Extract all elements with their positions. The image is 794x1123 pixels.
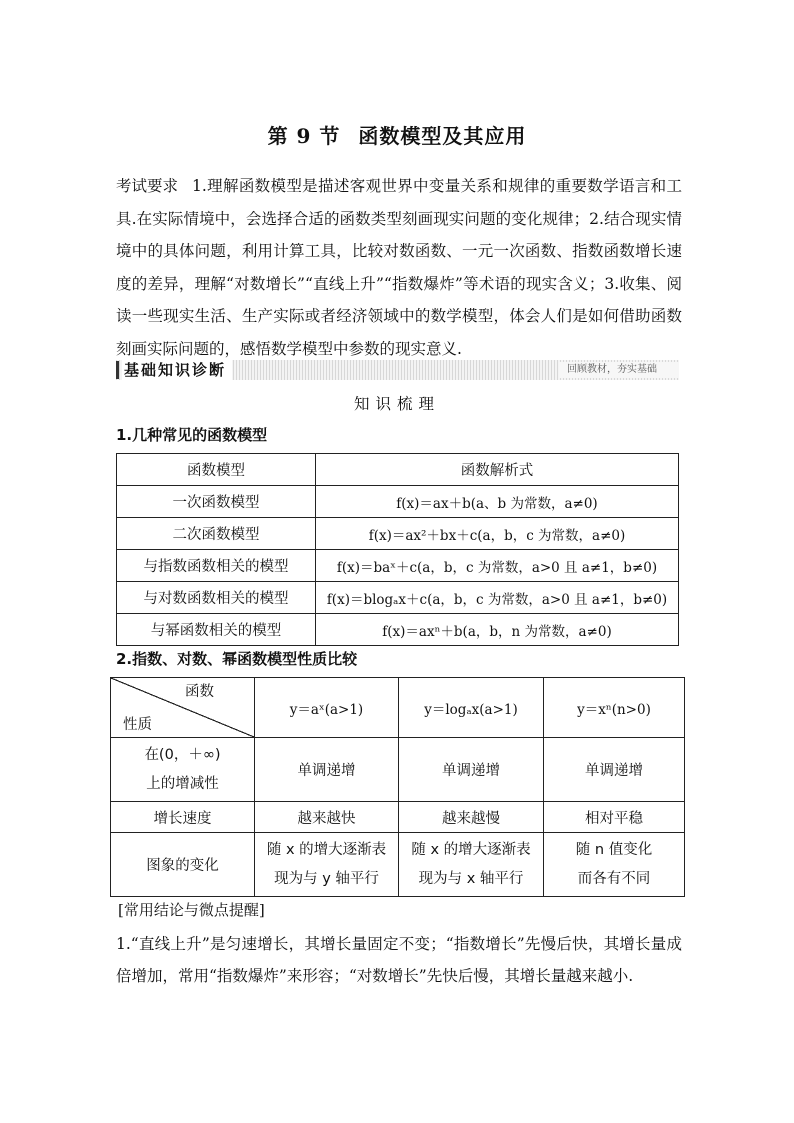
table-row — [111, 802, 685, 833]
table-cell — [255, 833, 399, 897]
table-cell: 越来越快 — [255, 802, 399, 833]
model-formula: f(x)＝ax＋b(a、b 为常数，a≠0) — [316, 486, 679, 518]
model-name: 与对数函数相关的模型 — [117, 582, 316, 614]
header-cell: 函数解析式 — [316, 454, 679, 486]
diagonal-header — [111, 678, 254, 737]
table-cell — [399, 833, 544, 897]
banner-title: 基础知识诊断 — [122, 359, 232, 381]
section2-heading: 2.指数、对数、幂函数模型性质比较 — [116, 650, 358, 668]
model-name: 一次函数模型 — [117, 486, 316, 518]
table-row — [117, 550, 679, 582]
exam-requirements — [116, 170, 682, 365]
model-formula: f(x)＝axⁿ＋b(a，b，n 为常数，a≠0) — [316, 614, 679, 646]
table-cell: 越来越慢 — [399, 802, 544, 833]
table-cell — [544, 833, 685, 897]
row-label — [111, 738, 255, 802]
row-label-line: 在(0，＋∞) — [144, 746, 221, 763]
section-banner — [116, 360, 679, 380]
cell-line: 随 n 值变化 — [575, 841, 653, 858]
model-formula: f(x)＝ax²＋bx＋c(a，b，c 为常数，a≠0) — [316, 518, 679, 550]
corner-bottom-label: 性质 — [123, 717, 152, 733]
cell-line: 随 x 的增大逐渐表 — [266, 841, 387, 858]
table-cell: 单调递增 — [544, 738, 685, 802]
banner-subtitle: 回顾教材，夯实基础 — [559, 362, 679, 378]
row-label: 图象的变化 — [111, 833, 255, 897]
table-cell: 单调递增 — [255, 738, 399, 802]
cell-line: 现为与 x 轴平行 — [418, 870, 524, 887]
model-formula: f(x)＝baˣ＋c(a，b，c 为常数，a>0 且 a≠1，b≠0) — [316, 550, 679, 582]
model-name: 二次函数模型 — [117, 518, 316, 550]
model-formula: f(x)＝blogₐx＋c(a，b，c 为常数，a>0 且 a≠1，b≠0) — [316, 582, 679, 614]
table-header-row — [117, 454, 679, 486]
property-comparison-table — [110, 677, 685, 897]
column-header: y＝xⁿ(n>0) — [544, 678, 685, 738]
table-row — [111, 738, 685, 802]
page-title — [0, 120, 794, 149]
row-label: 增长速度 — [111, 802, 255, 833]
cell-line: 现为与 y 轴平行 — [274, 870, 379, 887]
table-row — [117, 518, 679, 550]
cell-line: 随 x 的增大逐渐表 — [411, 841, 531, 858]
model-name: 与幂函数相关的模型 — [117, 614, 316, 646]
cell-line: 而各有不同 — [577, 870, 651, 887]
section-number: 第 9 节 — [267, 124, 341, 148]
section-name: 函数模型及其应用 — [358, 124, 527, 148]
corner-top-label: 函数 — [185, 684, 214, 700]
column-header: y＝aˣ(a>1) — [255, 678, 399, 738]
header-cell: 函数模型 — [117, 454, 316, 486]
requirements-lead: 考试要求 — [116, 177, 179, 195]
corner-cell — [111, 678, 255, 738]
table-row — [111, 833, 685, 897]
notes-heading: [常用结论与微点提醒] — [118, 901, 265, 919]
banner-bar — [116, 361, 119, 379]
row-label-line: 上的增减性 — [146, 775, 219, 792]
model-name: 与指数函数相关的模型 — [117, 550, 316, 582]
table-row — [117, 614, 679, 646]
table-cell: 单调递增 — [399, 738, 544, 802]
table-header-row — [111, 678, 685, 738]
section1-heading: 1.几种常见的函数模型 — [116, 426, 268, 444]
table-row — [117, 582, 679, 614]
column-header: y＝logₐx(a>1) — [399, 678, 544, 738]
knowledge-subheading: 知识梳理 — [353, 395, 440, 413]
table-cell: 相对平稳 — [544, 802, 685, 833]
function-models-table — [116, 453, 679, 646]
table-row — [117, 486, 679, 518]
notes-paragraph: 1.“直线上升”是匀速增长，其增长量固定不变；“指数增长”先慢后快，其增长量成倍增加，常用“指数爆炸”来形容；“对数增长”先快后慢，其增长量越来越小. — [116, 935, 682, 985]
requirements-text: 1.理解函数模型是描述客观世界中变量关系和规律的重要数学语言和工具.在实际情境中，会选择合适的函数类型刻画现实问题的变化规律；2.结合现实情境中的具体问题，利用计算工具，比较对数函数、一元一次函数、指数函数增长速度的差异，理解“对数增长”“直线上升”“指数爆炸”等术语的现实含义；3.收集、阅读一些现实生活、生产实际或者经济领域中的数学模型，体会人们是如何借助函数刻画实际问题的，感悟数学模型中参数的现实意义. — [116, 177, 682, 358]
